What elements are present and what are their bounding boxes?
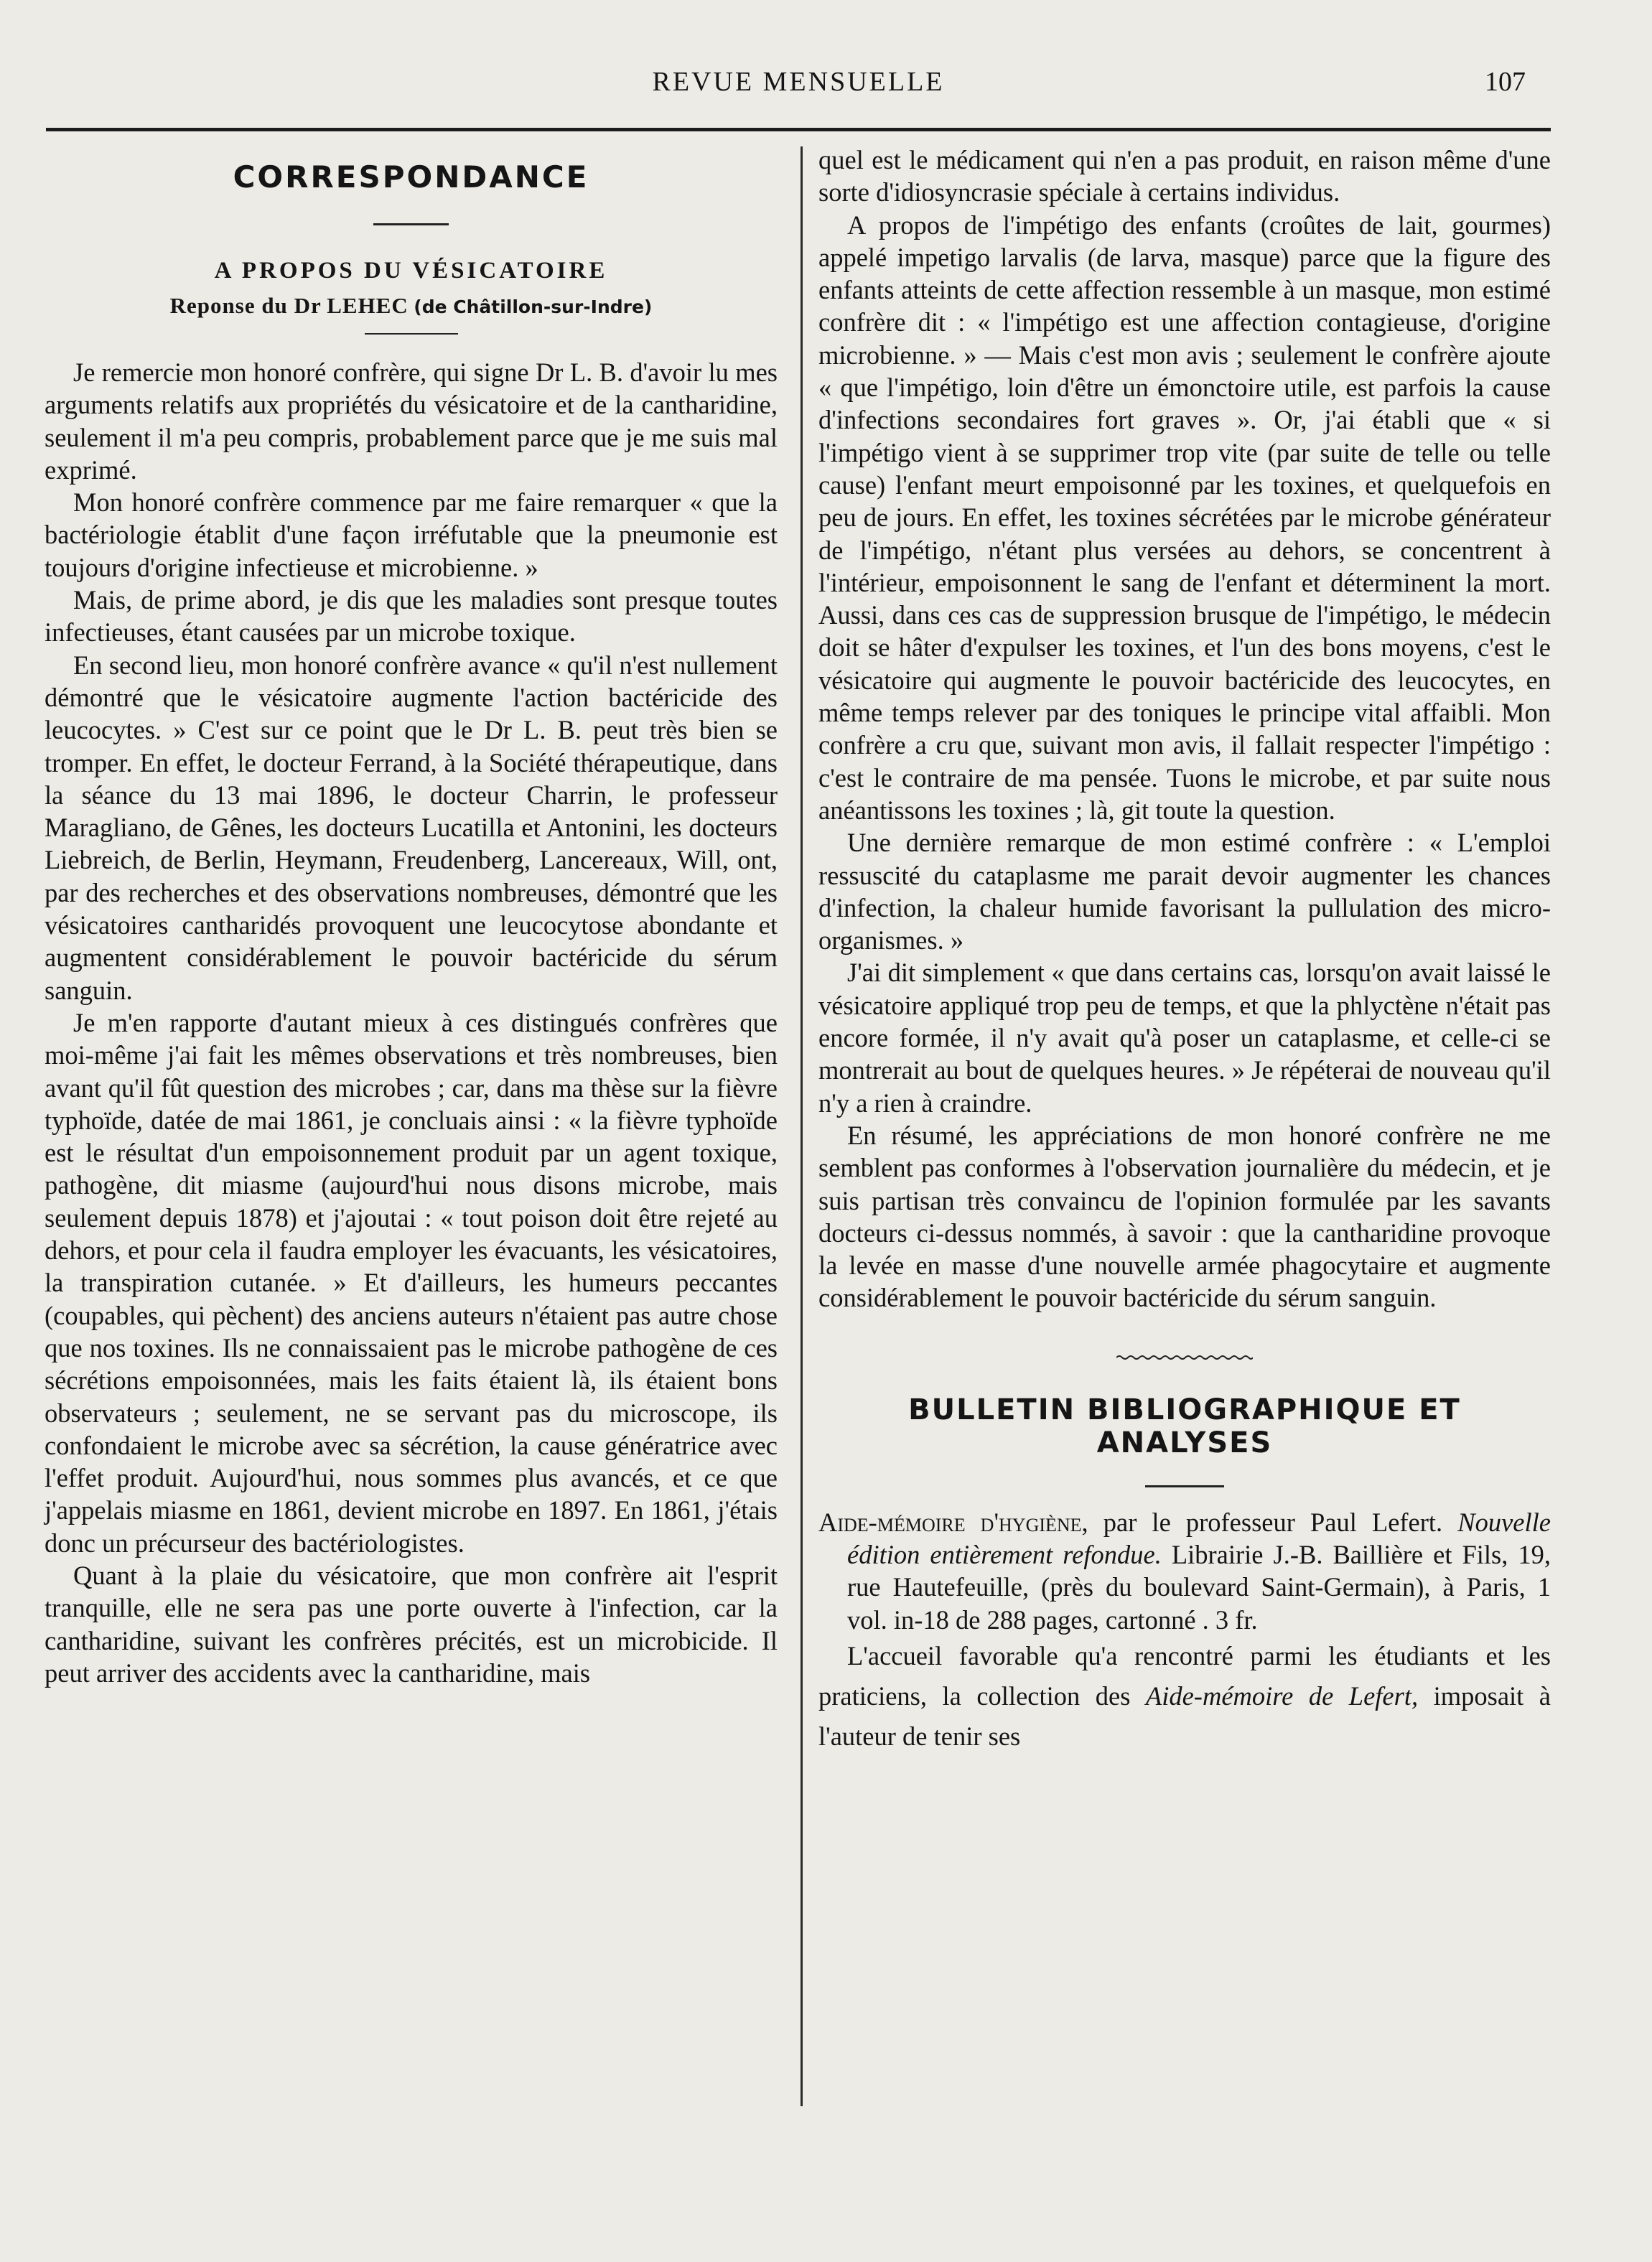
section-title-correspondance: CORRESPONDANCE: [233, 159, 589, 195]
paragraph: Je m'en rapporte d'autant mieux à ces distingués confrères que moi-même j'ai fait les mêmes observations et très nombreuses, bien avant qu'il fût question des microbes ; car, dans ma thèse sur la fièvre typhoïde, datée de mai 1861, je concluais ainsi : « la fièvre typhoïde est le résultat d'un empoisonnement produit par un agent toxique, pathogène, dit miasme (aujourd'hui nous disons microbe, mais seulement depuis 1878) et j'ajoutai : « tout poison doit être rejeté au dehors, et pour cela il faudra employer les évacuants, les vésicatoires, la transpiration cutanée. » Et d'ailleurs, les humeurs peccantes (coupables, qui pèchent) des anciens auteurs n'étaient pas autre chose que nos toxines. Ils ne connaissaient pas le microbe pathogène de ces sécrétions empoisonnées, mais les faits étaient là, ils étaient bons observateurs ; seulement, ne se servant pas du microscope, ils confondaient le microbe avec sa sécrétion, la cause génératrice avec l'effet produit. Aujourd'hui, nous sommes plus avancés, et ce que j'appelais miasme en 1861, devient microbe en 1897. En 1861, j'étais donc un précurseur des bactériologistes.: [45, 1007, 778, 1558]
article-byline: [45, 293, 778, 319]
running-header: [46, 66, 1551, 109]
paragraph: J'ai dit simplement « que dans certains cas, lorsqu'on avait laissé le vésicatoire appliqué trop peu de temps, et que la phlyctène n'était pas encore formée, il n'y avait qu'à poser un cataplasme, et celle-ci se montrerait au bout de quelques heures. » Je répéterai de nouveau qu'il n'y a rien à craindre.: [818, 958, 1551, 1118]
review-paragraph: [818, 1636, 1551, 1757]
paragraph: A propos de l'impétigo des enfants (croûtes de lait, gourmes) appelé impetigo larvalis (de larva, masque) parce que la figure des enfants atteints de cette affection ressemble à un masque, mon estimé confrère dit : « l'impétigo est une affection contagieuse, d'origine microbienne. » — Mais c'est mon avis ; seulement le confrère ajoute « que l'impétigo, loin d'être un émonctoire utile, est parfois la cause d'infections secondaires fort graves ». Or, j'ai établi que « si l'impétigo vient à se supprimer trop vite (par suite de telle ou telle cause) l'enfant meurt empoisonné par les toxines, et quelquefois en peu de jours. En effet, les toxines sécrétées par le microbe générateur de l'impétigo, n'étant plus versées au dehors, se concentrent à l'intérieur, empoisonnent le sang de l'enfant et déterminent la mort. Aussi, dans ces cas de suppression brusque de l'impétigo, le médecin doit se hâter d'expulser les toxines, et l'un des bons moyens, c'est le vésicatoire qui augmente le pouvoir bactéricide des leucocytes, en même temps relever par des toniques le principe vital affaibli. Mon confrère a cru que, suivant mon avis, il fallait respecter l'impétigo : c'est le contraire de ma pensée. Tuons le microbe, et par suite nous anéantissons les toxines ; là, git toute la question.: [818, 210, 1551, 825]
entry-publisher: Librairie J.-B. Baillière et Fils, 19, rue Hautefeuille, (près du boulevard Saint-Germain), à Paris, 1 vol. in-18 de 288 pages, cartonné . 3 fr.: [847, 1539, 1551, 1635]
paragraph: En résumé, les appréciations de mon honoré confrère ne me semblent pas conformes à l'observation journalière du médecin, et je suis partisan très convaincu de l'opinion formulée par les savants docteurs ci-dessus nommés, à savoir : que la cantharidine provoque la levée en masse d'une nouvelle armée phagocytaire et augmente considérablement le pouvoir bactéricide du sérum sanguin.: [818, 1120, 1551, 1313]
byline-prefix: Reponse du Dr: [169, 293, 322, 318]
byline-name: LEHEC: [327, 293, 409, 318]
paragraph: Je remercie mon honoré confrère, qui signe Dr L. B. d'avoir lu mes arguments relatifs aux propriétés du vésicatoire et de la cantharidine, seulement il m'a peu compris, probablement parce que je me suis mal exprimé.: [45, 357, 778, 485]
right-column: [818, 144, 1551, 1757]
entry-title: Aide-mémoire d'hygiène,: [818, 1507, 1088, 1537]
entry-edition: Nouvelle édition entièrement refondue.: [847, 1507, 1551, 1569]
byline-location: (de Châtillon-sur-Indre): [414, 296, 653, 317]
paragraph: En second lieu, mon honoré confrère avance « qu'il n'est nullement démontré que le vésicatoire augmente l'action bactéricide des leucocytes. » C'est sur ce point que le Dr L. B. peut très bien se tromper. En effet, le docteur Ferrand, à la Société thérapeutique, dans la séance du 13 mai 1896, le docteur Charrin, le professeur Maragliano, de Gênes, les docteurs Lucatilla et Antonini, les docteurs Liebreich, de Berlin, Heymann, Freudenberg, Lancereaux, Will, ont, par des recherches et des observations nombreuses, démontré que les vésicatoires cantharidés provoquent une leucocytose abondante et augmentent considérablement le pouvoir bactéricide du sérum sanguin.: [45, 650, 778, 1005]
running-title: REVUE MENSUELLE: [652, 67, 945, 97]
paragraph: quel est le médicament qui n'en a pas produit, en raison même d'une sorte d'idiosyncrasie spéciale à certains individus.: [818, 145, 1551, 207]
entry-author: par le professeur Paul Lefert.: [1088, 1507, 1458, 1537]
review-start: L'accueil favorable qu'a rencontré parmi les étudiants et les praticiens, la collection des: [818, 1640, 1551, 1711]
article-subtitle: A PROPOS DU VÉSICATOIRE: [214, 258, 608, 284]
paragraph: Quant à la plaie du vésicatoire, que mon confrère ait l'esprit tranquille, elle ne sera pas une porte ouverte à l'infection, car la cantharidine, suivant les confrères précités, est un microbicide. Il peut arriver des accidents avec la cantharidine, mais: [45, 1560, 778, 1688]
column-separator: [801, 146, 803, 2106]
bibliography-entry: [818, 1506, 1551, 1636]
page-number: 107: [1485, 67, 1526, 97]
left-column: [45, 144, 778, 1689]
header-rule: [46, 128, 1551, 131]
paragraph: Mon honoré confrère commence par me faire remarquer « que la bactériologie établit d'une façon irréfutable que la pneumonie est toujours d'origine infectieuse et microbienne. »: [45, 487, 778, 582]
ornamental-divider: [1116, 1354, 1253, 1361]
review-end: imposait à l'auteur de tenir ses: [818, 1681, 1551, 1751]
paragraph: Mais, de prime abord, je dis que les maladies sont presque toutes infectieuses, étant causées par un microbe toxique.: [45, 585, 778, 648]
review-italic: Aide-mémoire de Lefert,: [1145, 1681, 1419, 1711]
section-title-bulletin: BULLETIN BIBLIOGRAPHIQUE ET ANALYSES: [908, 1393, 1461, 1459]
paragraph: Une dernière remarque de mon estimé confrère : « L'emploi ressuscité du cataplasme me parait devoir augmenter les chances d'infection, la chaleur humide favorisant la pullulation des micro-organismes. »: [818, 828, 1551, 955]
